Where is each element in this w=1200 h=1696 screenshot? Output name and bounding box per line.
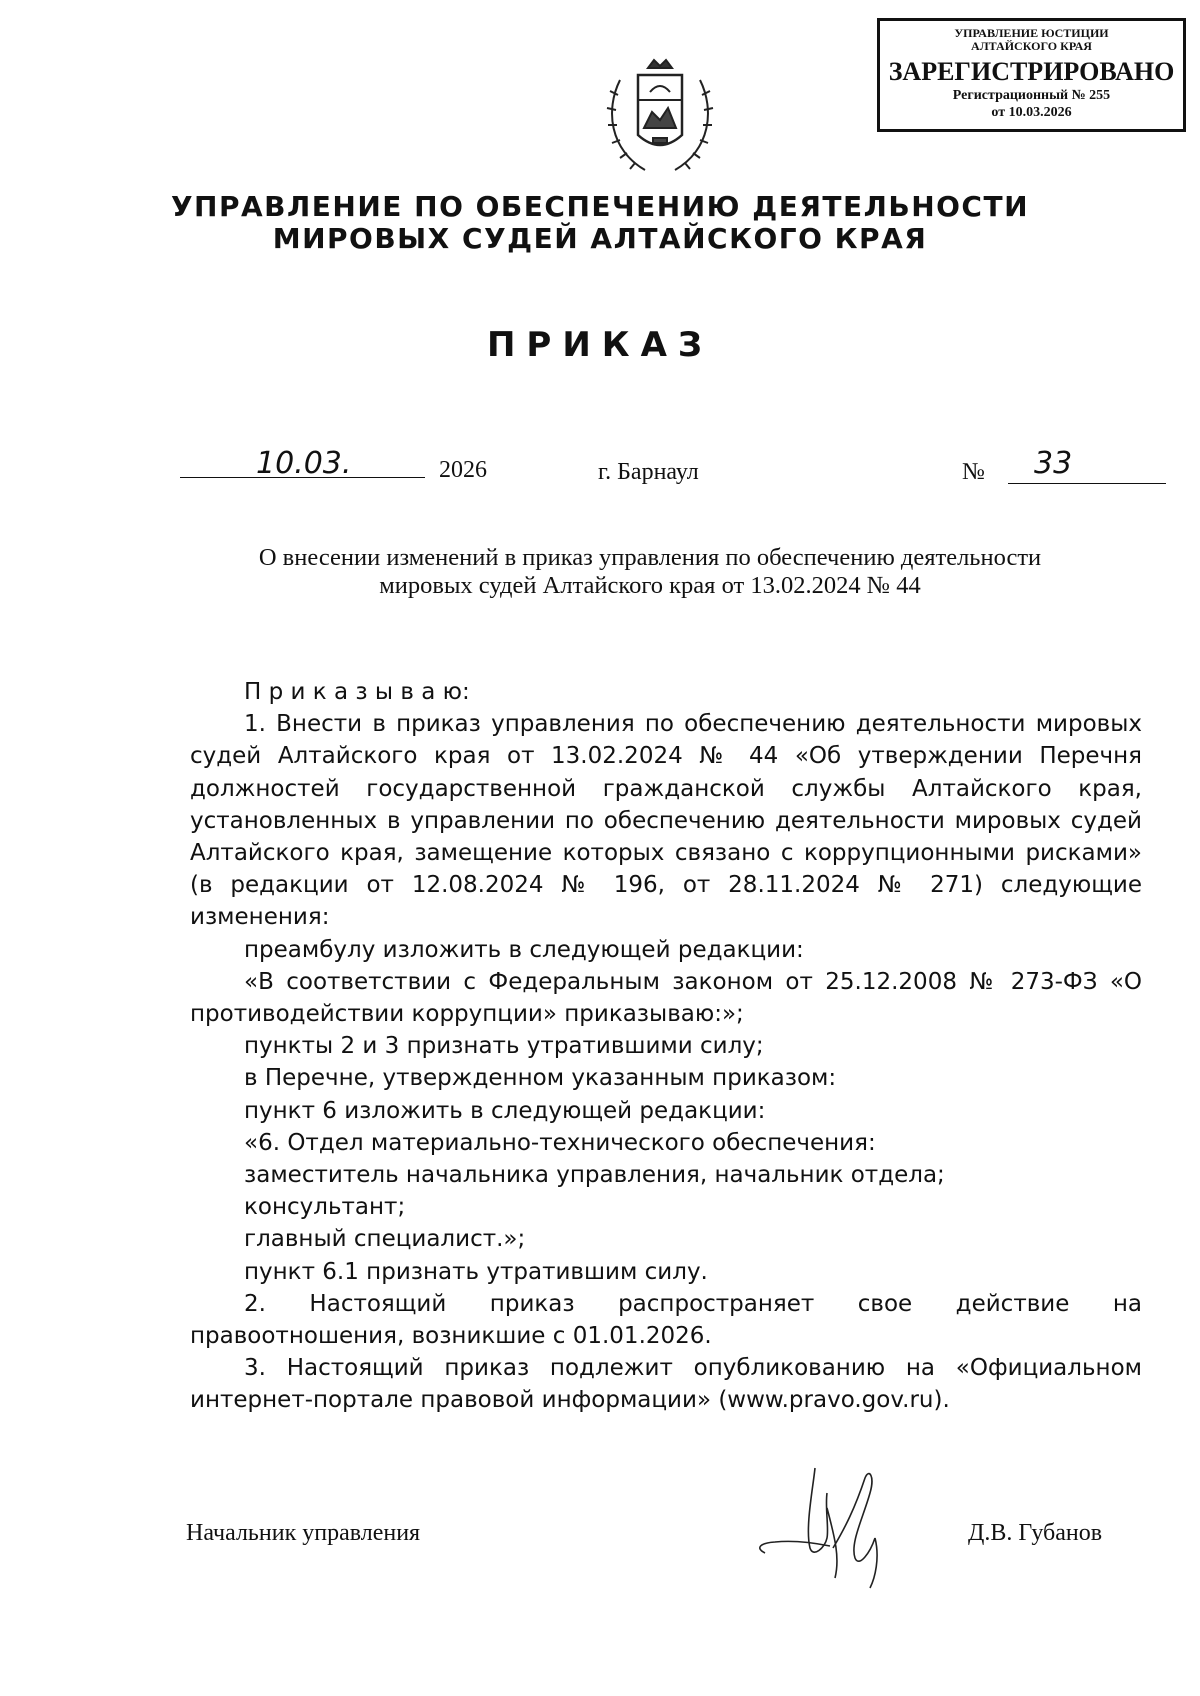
- document-title-line2: мировых судей Алтайского края от 13.02.2024 № 44: [379, 572, 921, 599]
- stamp-registration-number: Регистрационный № 255: [952, 88, 1111, 103]
- list-line-3: пункты 2 и 3 признать утратившими силу;: [244, 1033, 764, 1060]
- list-line-6: «6. Отдел материально-технического обеспечения:: [244, 1129, 876, 1156]
- stamp-status: ЗАРЕГИСТРИРОВАНО: [888, 57, 1175, 86]
- signatory-name: Д.В. Губанов: [968, 1520, 1103, 1546]
- list-line-10: пункт 6.1 признать утратившим силу.: [244, 1258, 708, 1285]
- organization-name-line2: МИРОВЫХ СУДЕЙ АЛТАЙСКОГО КРАЯ: [272, 222, 928, 255]
- document-title-line1: О внесении изменений в приказ управления по обеспечению деятельности: [258, 544, 1042, 571]
- order-intro: П р и к а з ы в а ю:: [244, 679, 470, 705]
- document-type: ПРИКАЗ: [486, 325, 714, 365]
- list-line-9: главный специалист.»;: [244, 1226, 526, 1253]
- handwritten-date: 10.03.: [256, 446, 352, 481]
- list-line-4: в Перечне, утвержденном указанным приказом:: [244, 1065, 837, 1092]
- document-city: г. Барнаул: [598, 459, 699, 485]
- document-title: [180, 544, 1120, 600]
- list-line-8: консультант;: [244, 1194, 406, 1221]
- stamp-registration-date: от 10.03.2026: [991, 105, 1072, 120]
- paragraph-1: 1. Внести в приказ управления по обеспечению деятельности мировых судей Алтайского края от 13.02.2024 № 44 «Об утверждении Перечня должностей государственной гражданской службы Алтайского края, установленных в управлении по обеспечению деятельности мировых судей Алтайского края, замещение которых связано с коррупционными рисками» (в редакции от 12.08.2024 № 196, от 28.11.2024 № 271) следующие изменения:: [190, 711, 1142, 931]
- stamp-authority-line2: АЛТАЙСКОГО КРАЯ: [971, 39, 1092, 53]
- list-line-5: пункт 6 изложить в следующей редакции:: [244, 1097, 766, 1124]
- list-line-1: преамбулу изложить в следующей редакции:: [244, 936, 804, 963]
- paragraph-3: 3. Настоящий приказ подлежит опубликованию на «Официальном интернет-портале правовой информации» (www.pravo.gov.ru).: [190, 1355, 1142, 1414]
- stamp-authority-line1: УПРАВЛЕНИЕ ЮСТИЦИИ: [954, 26, 1109, 40]
- document-year: 2026: [439, 457, 487, 483]
- handwritten-signature: [755, 1448, 955, 1598]
- signatory-position: Начальник управления: [186, 1520, 421, 1546]
- number-sign: №: [962, 459, 985, 485]
- document-body: [190, 676, 1142, 1417]
- coat-of-arms-icon: [600, 50, 720, 180]
- paragraph-2: 2. Настоящий приказ распространяет свое действие на правоотношения, возникшие с 01.01.2026.: [190, 1290, 1142, 1350]
- organization-name-line1: УПРАВЛЕНИЕ ПО ОБЕСПЕЧЕНИЮ ДЕЯТЕЛЬНОСТИ: [170, 190, 1030, 223]
- list-line-2: «В соответствии с Федеральным законом от 25.12.2008 № 273-ФЗ «О противодействии коррупции» приказываю:»;: [190, 968, 1142, 1028]
- number-underline: [1008, 483, 1166, 484]
- registration-stamp: [877, 18, 1186, 132]
- handwritten-number: 33: [1034, 446, 1073, 481]
- list-line-7: заместитель начальника управления, начальник отдела;: [244, 1162, 945, 1189]
